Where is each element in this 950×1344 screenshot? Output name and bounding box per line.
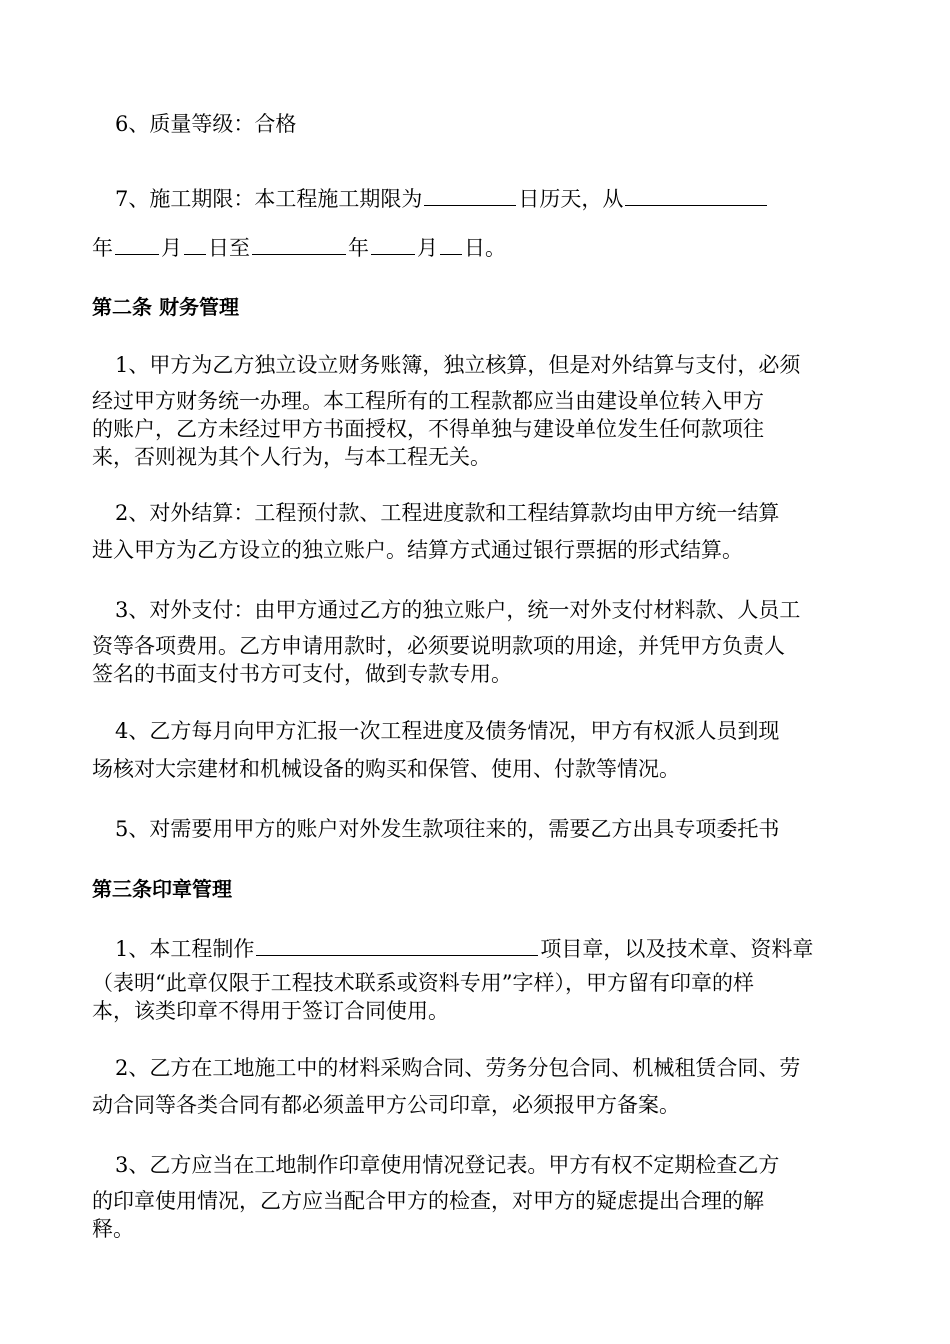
clause3-p2-line2: 动合同等各类合同有都必须盖甲方公司印章，必须报甲方备案。 xyxy=(92,1093,680,1117)
clause2-p1-line2: 经过甲方财务统一办理。本工程所有的工程款都应当由建设单位转入甲方 xyxy=(92,389,764,413)
clause3-heading: 第三条印章管理 xyxy=(92,877,232,901)
end-month-text: 月 xyxy=(417,236,438,260)
start-blank xyxy=(625,183,767,206)
quality-grade-line xyxy=(92,110,867,138)
clause2-p4-line1: 4、乙方每月向甲方汇报一次工程进度及债务情况，甲方有权派人员到现 xyxy=(115,719,780,743)
period-days-blank xyxy=(424,183,516,206)
quality-grade-text: 6、质量等级：合格 xyxy=(115,112,297,136)
clause2-p2-line1: 2、对外结算：工程预付款、工程进度款和工程结算款均由甲方统一结算 xyxy=(115,501,780,525)
day-blank xyxy=(184,232,206,255)
clause2-p1-line1: 1、甲方为乙方独立设立财务账簿，独立核算，但是对外结算与支付，必须 xyxy=(115,353,801,377)
end-year-blank xyxy=(252,232,346,255)
clause2-p3-line3: 签名的书面支付书方可支付，做到专款专用。 xyxy=(92,662,512,686)
date-range-line xyxy=(92,232,867,262)
end-month-blank xyxy=(371,232,415,255)
month-text: 月 xyxy=(161,236,182,260)
clause2-p3-line1: 3、对外支付：由甲方通过乙方的独立账户，统一对外支付材料款、人员工 xyxy=(115,598,801,622)
calendar-days-text: 日历天，从 xyxy=(518,187,624,211)
year-text: 年 xyxy=(92,236,113,260)
clause2-p1-line4: 来，否则视为其个人行为，与本工程无关。 xyxy=(92,445,491,469)
project-seal-blank xyxy=(256,933,538,956)
end-day-blank xyxy=(440,232,462,255)
construction-period-line xyxy=(92,183,867,213)
clause2-p5-line1: 5、对需要用甲方的账户对外发生款项往来的，需要乙方出具专项委托书 xyxy=(115,817,780,841)
construction-period-label: 7、施工期限：本工程施工期限为 xyxy=(115,187,423,211)
end-day-text: 日。 xyxy=(464,236,506,260)
clause2-p4-line2: 场核对大宗建材和机械设备的购买和保管、使用、付款等情况。 xyxy=(92,757,680,781)
project-seal-label: 1、本工程制作 xyxy=(115,937,255,961)
clause2-p1-line3: 的账户，乙方未经过甲方书面授权，不得单独与建设单位发生任何款项往 xyxy=(92,417,764,441)
day-to-text: 日至 xyxy=(208,236,250,260)
clause3-p1-line2: （表明“此章仅限于工程技术联系或资料专用”字样），甲方留有印章的样 xyxy=(92,971,754,995)
clause3-p1-line1 xyxy=(92,933,867,963)
project-seal-text: 项目章，以及技术章、资料章 xyxy=(540,937,814,961)
clause3-p3-line1: 3、乙方应当在工地制作印章使用情况登记表。甲方有权不定期检查乙方 xyxy=(115,1153,780,1177)
clause3-p3-line3: 释。 xyxy=(92,1217,134,1241)
clause3-p3-line2: 的印章使用情况，乙方应当配合甲方的检查，对甲方的疑虑提出合理的解 xyxy=(92,1189,764,1213)
clause3-p2-line1: 2、乙方在工地施工中的材料采购合同、劳务分包合同、机械租赁合同、劳 xyxy=(115,1056,801,1080)
year-blank xyxy=(115,232,159,255)
end-year-text: 年 xyxy=(348,236,369,260)
clause2-p2-line2: 进入甲方为乙方设立的独立账户。结算方式通过银行票据的形式结算。 xyxy=(92,538,743,562)
clause2-heading: 第二条 财务管理 xyxy=(92,295,239,319)
clause3-p1-line3: 本，该类印章不得用于签订合同使用。 xyxy=(92,999,449,1023)
clause2-p3-line2: 资等各项费用。乙方申请用款时，必须要说明款项的用途，并凭甲方负责人 xyxy=(92,634,785,658)
